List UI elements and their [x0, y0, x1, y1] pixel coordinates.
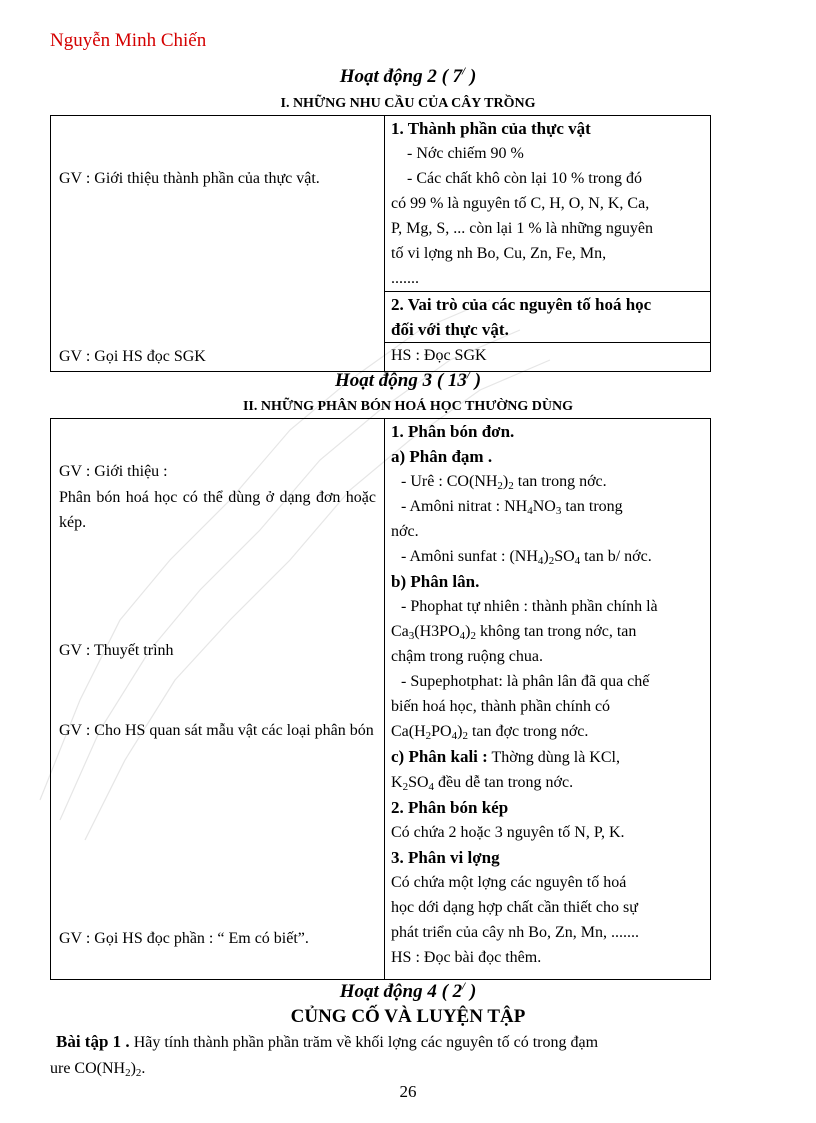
teacher-note: GV : Giới thiệu : [59, 463, 168, 480]
teacher-note: GV : Gọi HS đọc phần : “ Em có biết”. [59, 930, 309, 947]
section-3-title: CỦNG CỐ VÀ LUYỆN TẬP [290, 1006, 526, 1027]
content-line: Có chứa một lợng các nguyên tố hoá [391, 874, 627, 891]
teacher-note: GV : Cho HS quan sát mẫu vật các loại phân bón [59, 722, 374, 739]
student-note: HS : Đọc SGK [391, 347, 487, 364]
subheading: đối với thực vật. [391, 320, 509, 339]
subheading: 2. Vai trò của các nguyên tố hoá học [391, 295, 652, 314]
content-line: $Ca_3(H3PO_4)_2$ không tan trong nớc, tan [391, 623, 637, 642]
teacher-note: GV : Thuyết trình [59, 642, 174, 659]
exercise-line: ure $CO(NH_2)_2$. [50, 1060, 146, 1079]
page-number: 26 [399, 1082, 417, 1101]
exercise-line: Bài tập 1 . Hãy tính thành phần phần trăm về khối lợng các nguyên tố có trong đạm [56, 1032, 599, 1051]
activity-2-heading: Hoạt động 2 ( 7/ ) [339, 65, 477, 87]
content-line: - Nớc chiếm 90 % [407, 145, 524, 162]
exercise-1 [50, 1029, 711, 1082]
content-line: có 99 % là nguyên tố C, H, O, N, K, Ca, [391, 195, 650, 212]
content-column [385, 116, 711, 372]
content-line: - Amôni nitrat : $NH_4NO_3$ tan trong [401, 498, 623, 517]
teacher-note: GV : Giới thiệu thành phần của thực vật. [59, 170, 320, 187]
content-line: Có chứa 2 hoặc 3 nguyên tố N, P, K. [391, 824, 625, 841]
content-line: nớc. [391, 523, 419, 540]
content-line: - Phophat tự nhiên : thành phần chính là [401, 598, 658, 615]
content-line: - Supephotphat: là phân lân đã qua chế [401, 673, 650, 690]
subheading: b) Phân lân. [391, 572, 480, 591]
section-1-title: I. NHỮNG NHU CẦU CỦA CÂY TRỒNG [280, 96, 536, 111]
subheading: 1. Phân bón đơn. [391, 422, 515, 441]
subheading: 1. Thành phần của thực vật [391, 119, 591, 138]
content-line: - Urê : $CO(NH_2)_2$ tan trong nớc. [401, 473, 607, 492]
table-fertilizers [50, 418, 711, 980]
content-line: $K_2SO_4$ đều dễ tan trong nớc. [391, 774, 574, 793]
teacher-column [51, 116, 385, 372]
teacher-note: GV : Gọi HS đọc SGK [59, 348, 206, 365]
subheading: 2. Phân bón kép [391, 798, 509, 817]
content-line: c) Phân kali : Thờng dùng là KCl, [391, 747, 620, 766]
content-line: $Ca(H_2PO_4)_2$ tan đợc trong nớc. [391, 723, 589, 742]
content-line: - Các chất khô còn lại 10 % trong đó [407, 170, 643, 187]
teacher-column [51, 419, 385, 980]
teacher-note: Phân bón hoá học có thể dùng ở dạng đơn hoặc kép. [59, 489, 376, 531]
content-line: học dới dạng hợp chất cần thiết cho sự [391, 899, 638, 916]
subheading: a) Phân đạm . [391, 447, 493, 466]
author-name: Nguyễn Minh Chiến [50, 30, 207, 51]
content-line: phát triển của cây nh Bo, Zn, Mn, ....... [391, 924, 639, 941]
content-line: tố vi lợng nh Bo, Cu, Zn, Fe, Mn, [391, 245, 607, 262]
content-column [385, 419, 711, 980]
subheading: 3. Phân vi lợng [391, 848, 500, 867]
content-line: chậm trong ruộng chua. [391, 648, 543, 665]
content-line: P, Mg, S, ... còn lại 1 % là những nguyên [391, 220, 653, 237]
section-2-title: II. NHỮNG PHÂN BÓN HOÁ HỌC THƯỜNG DÙNG [242, 399, 574, 414]
activity-4-heading: Hoạt động 4 ( 2/ ) [339, 980, 477, 1002]
table-nutrient-needs [50, 115, 711, 372]
student-note: HS : Đọc bài đọc thêm. [391, 949, 542, 966]
content-line: ....... [391, 270, 419, 287]
activity-3-heading: Hoạt động 3 ( 13/ ) [334, 369, 482, 391]
content-line: - Amôni sunfat : $(NH_4)_2SO_4$ tan b/ nớc. [401, 548, 652, 567]
content-line: biến hoá học, thành phần chính có [391, 698, 611, 715]
